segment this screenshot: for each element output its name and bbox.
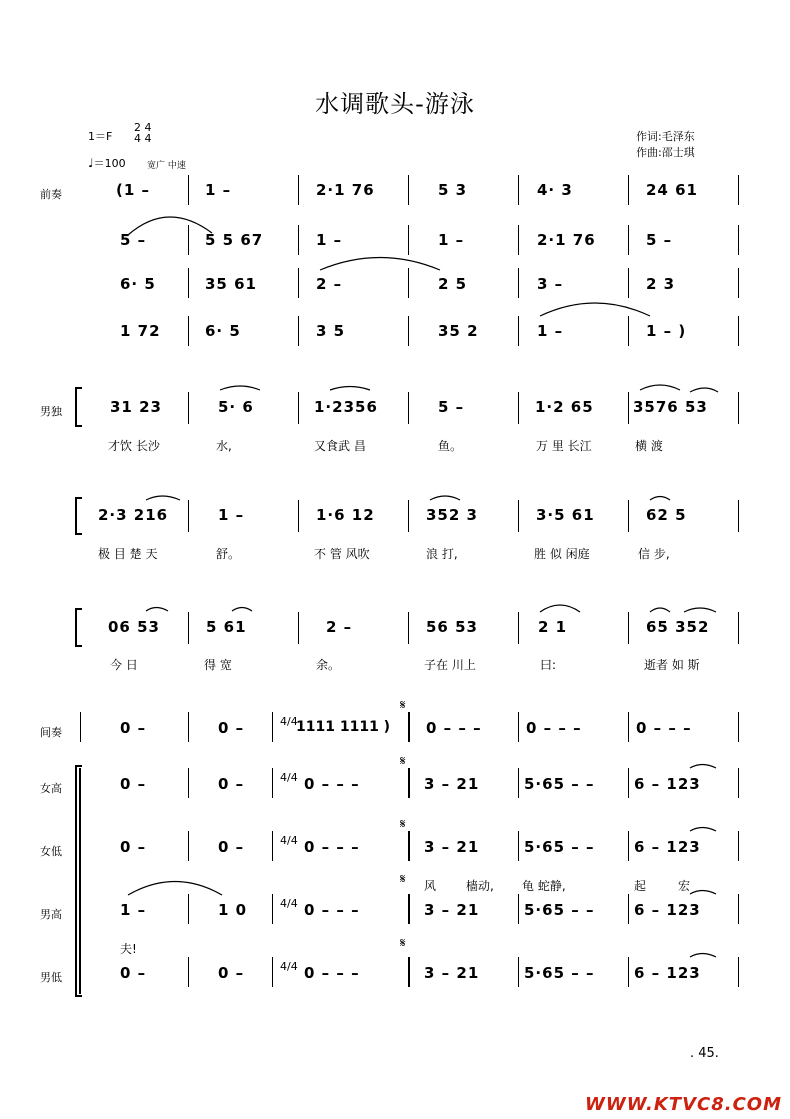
section-label-female-high: 女高 [40,782,62,795]
lyric: 宏 [678,879,691,893]
measure: 0 – – – [304,775,360,793]
measure: 62 5 [646,506,687,524]
measure: 3 – 21 [424,838,480,856]
segno-icon: 𝄋 [400,754,406,769]
expression-marking: 宽广 中速 [147,161,186,171]
time-signature: 4/4 [280,715,298,728]
measure: 31 23 [110,398,162,416]
measure: 0 – [120,964,147,982]
lyric: 不 管 风吹 [314,547,370,561]
lyric: 鱼。 [438,439,463,453]
time-bottom: 4 4 [134,132,152,145]
lyric: 信 步, [638,547,670,561]
measure: 1 0 [218,901,248,919]
measure: 5·65 – – [524,775,595,793]
lyricist-credit: 作词:毛泽东 [636,130,695,143]
measure: 5 3 [438,181,468,199]
lyric: 今 日 [110,658,138,672]
measure: 1·2356 [314,398,378,416]
measure: 1111 1111 ) [296,719,391,735]
measure: 5 – [120,231,147,249]
lyric: 胜 似 闲庭 [534,547,590,561]
measure: 5 – [646,231,673,249]
section-label-male-solo: 男独 [40,405,62,418]
lyric: 余。 [316,658,341,672]
section-label-prelude: 前奏 [40,188,62,201]
lyric: 得 宽 [204,658,232,672]
measure: 3 – 21 [424,775,480,793]
page-number: . 45. [690,1046,719,1061]
tempo-value: ＝100 [93,157,126,170]
time-top: 2 4 [134,121,152,134]
lyric: 逝者 如 斯 [644,658,700,672]
lyric: 子在 川上 [424,658,476,672]
measure: 0 – [218,775,245,793]
measure: 352 3 [426,506,478,524]
measure: 1 – ) [646,322,687,340]
measure: 1·2 65 [535,398,594,416]
section-label-female-low: 女低 [40,845,62,858]
time-signature: 4/4 [280,897,298,910]
lyric: 万 里 长江 [536,439,592,453]
measure: 5 – [438,398,465,416]
measure: 5·65 – – [524,838,595,856]
lyric: 水, [216,439,232,453]
measure: 3 – 21 [424,901,480,919]
lyric: 起 [634,879,647,893]
measure: 3 – 21 [424,964,480,982]
measure: 0 – – – [636,719,692,737]
measure: 06 53 [108,618,160,636]
watermark-logo: WWW.KTVC8.COM [585,1094,782,1115]
lyric: 夫! [120,942,137,956]
measure: 1 – [218,506,245,524]
measure: (1 – [116,181,151,199]
measure: 0 – – – [526,719,582,737]
time-signature: 4/4 [280,771,298,784]
lyric: 横 渡 [635,439,663,453]
measure: 0 – – – [304,901,360,919]
measure: 6· 5 [120,275,156,293]
time-signature: 4/4 [280,834,298,847]
measure: 1·6 12 [316,506,375,524]
measure: 2 5 [438,275,468,293]
measure: 2·3 216 [98,506,169,524]
measure: 2·1 76 [316,181,375,199]
measure: 4· 3 [537,181,573,199]
measure: 3576 53 [633,398,708,416]
measure: 0 – – – [304,838,360,856]
measure: 2·1 76 [537,231,596,249]
measure: 1 72 [120,322,161,340]
composer-credit: 作曲:邵士琪 [636,146,695,159]
lyric: 风 [424,879,437,893]
measure: 6 – 123 [634,838,701,856]
measure: 2 1 [538,618,568,636]
key-signature: 1＝F [88,130,113,143]
measure: 0 – – – [426,719,482,737]
segno-icon: 𝄋 [400,872,406,887]
measure: 35 2 [438,322,479,340]
measure: 1 – [438,231,465,249]
measure: 6· 5 [205,322,241,340]
measure: 24 61 [646,181,698,199]
measure: 2 – [316,275,343,293]
measure: 0 – [218,964,245,982]
measure: 2 3 [646,275,676,293]
measure: 0 – [120,719,147,737]
measure: 0 – [218,838,245,856]
quarter-note-icon: ♩ [88,156,94,170]
lyric: 龟 蛇静, [522,879,566,893]
lyric: 樯动, [466,879,494,893]
lyric: 浪 打, [426,547,458,561]
measure: 5 61 [206,618,247,636]
lyric: 又食武 昌 [314,439,366,453]
lyric: 才饮 长沙 [108,439,160,453]
measure: 1 – [120,901,147,919]
measure: 6 – 123 [634,775,701,793]
segno-icon: 𝄋 [400,817,406,832]
measure: 1 – [316,231,343,249]
measure: 0 – – – [304,964,360,982]
section-label-male-low: 男低 [40,971,62,984]
measure: 0 – [120,838,147,856]
measure: 5 5 67 [205,231,264,249]
measure: 1 – [205,181,232,199]
time-signature: 4/4 [280,960,298,973]
measure: 5·65 – – [524,964,595,982]
lyric: 曰: [540,658,557,672]
measure: 3 – [537,275,564,293]
measure: 0 – [218,719,245,737]
page-title: 水调歌头-游泳 [315,90,475,118]
lyric: 极 目 楚 天 [98,547,158,561]
measure: 3·5 61 [536,506,595,524]
measure: 0 – [120,775,147,793]
measure: 56 53 [426,618,478,636]
measure: 2 – [326,618,353,636]
measure: 1 – [537,322,564,340]
lyric: 舒。 [216,547,241,561]
measure: 5·65 – – [524,901,595,919]
segno-icon: 𝄋 [400,936,406,951]
measure: 5· 6 [218,398,254,416]
measure: 6 – 123 [634,964,701,982]
measure: 6 – 123 [634,901,701,919]
section-label-interlude: 间奏 [40,726,62,739]
section-label-male-high: 男高 [40,908,62,921]
measure: 35 61 [205,275,257,293]
measure: 3 5 [316,322,346,340]
measure: 65 352 [646,618,710,636]
segno-icon: 𝄋 [400,698,406,713]
